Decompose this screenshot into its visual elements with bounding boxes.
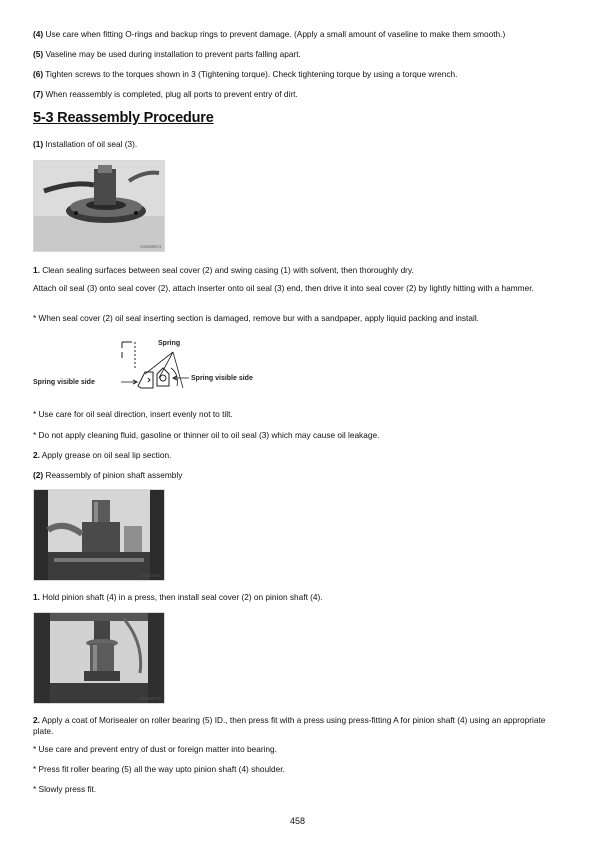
note-dust: * Use care and prevent entry of dust or foreign matter into bearing. [33, 744, 277, 754]
photo-caption: G54820055 [139, 573, 161, 578]
step-2-heading: (2) Reassembly of pinion shaft assembly [33, 470, 183, 480]
spring-label: Spring [158, 340, 181, 347]
note-4: (4) Use care when fitting O-rings and backup rings to prevent damage. (Apply a small amount of vaseline to make them smooth.) [33, 29, 506, 39]
step-2-1: 1. Hold pinion shaft (4) in a press, then install seal cover (2) on pinion shaft (4). [33, 592, 323, 602]
note-slowly: * Slowly press fit. [33, 784, 97, 794]
photo-oil-seal-installation [33, 160, 165, 252]
note-fluid: * Do not apply cleaning fluid, gasoline or thinner oil to oil seal (3) which may cause oil leakage. [33, 430, 380, 440]
note-pressfit: * Press fit roller bearing (5) all the way upto pinion shaft (4) shoulder. [33, 764, 285, 774]
section-title: 5-3 Reassembly Procedure [33, 110, 214, 126]
photo-pinion-shaft-press [33, 489, 165, 581]
step-2-2: 2. Apply a coat of Morisealer on roller bearing (5) ID., then press fit with a press using press-fitting A for pinion shaft (4) using an appropriate plate. [33, 715, 546, 736]
photo-roller-bearing-press-fit [33, 612, 165, 704]
step-1-heading: (1) Installation of oil seal (3). [33, 139, 138, 149]
attach-oil-seal-paragraph: Attach oil seal (3) onto seal cover (2), attach inserter onto oil seal (3) end, then drive it into seal cover (2) by lightly hitting with a hammer. [33, 283, 534, 293]
note-direction: * Use care for oil seal direction, insert evenly not to tilt. [33, 409, 233, 419]
step-1-2: 2. Apply grease on oil seal lip section. [33, 450, 172, 460]
photo-caption: G54820013 [139, 244, 161, 249]
note-7: (7) When reassembly is completed, plug all ports to prevent entry of dirt. [33, 89, 298, 99]
pinion-shaft-press-photo-illustration [34, 490, 164, 580]
oil-seal-photo-illustration [34, 161, 164, 251]
roller-bearing-press-photo-illustration [34, 613, 164, 703]
oil-seal-spring-illustration [33, 338, 293, 398]
note-6: (6) Tighten screws to the torques shown in 3 (Tightening torque). Check tightening torque by using a torque wrench. [33, 69, 458, 79]
spring-visible-side-right-label: Spring visible side [191, 375, 253, 382]
note-bur: * When seal cover (2) oil seal inserting section is damaged, remove bur with a sandpaper, apply liquid packing and install. [33, 313, 479, 323]
step-1-1: 1. Clean sealing surfaces between seal cover (2) and swing casing (1) with solvent, then thoroughly dry. [33, 265, 414, 275]
spring-visible-side-left-label: Spring visible side [33, 379, 95, 386]
spring-diagram [33, 338, 293, 398]
page-number: 458 [289, 816, 306, 826]
photo-caption: G54820056 [139, 696, 161, 701]
note-5: (5) Vaseline may be used during installation to prevent parts falling apart. [33, 49, 301, 59]
